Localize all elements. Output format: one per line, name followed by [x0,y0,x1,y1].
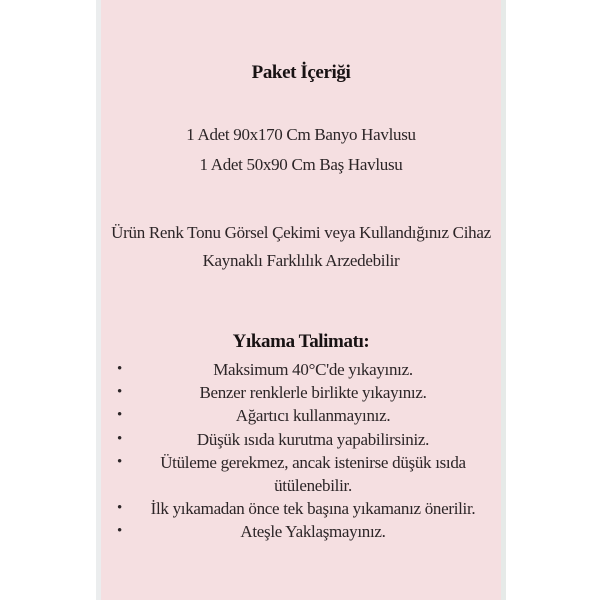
washing-instruction-item: • Ateşle Yaklaşmayınız. [133,520,493,543]
washing-instruction-item: • İlk yıkamadan önce tek başına yıkamanız önerilir. [133,497,493,520]
washing-instructions-title: Yıkama Talimatı: [232,331,370,352]
washing-instruction-item: • Ağartıcı kullanmayınız. [133,404,493,427]
package-item-bath-towel: 1 Adet 90x170 Cm Banyo Havlusu [186,125,416,144]
washing-instruction-item: • Düşük ısıda kurutma yapabilirsiniz. [133,428,493,451]
disclaimer-line: Kaynaklı Farklılık Arzedebilir [202,250,400,270]
washing-instruction-item: • Maksimum 40°C'de yıkayınız. [133,358,493,381]
color-disclaimer [101,219,501,274]
package-contents-title: Paket İçeriği [251,62,351,83]
package-item-head-towel: 1 Adet 50x90 Cm Baş Havlusu [199,155,403,174]
washing-instruction-item: • Benzer renklerle birlikte yıkayınız. [133,381,493,404]
washing-instruction-item: • Ütüleme gerekmez, ancak istenirse düşük ısıda ütülenebilir. [133,451,493,497]
washing-instructions-list [101,358,501,544]
disclaimer-line: Ürün Renk Tonu Görsel Çekimi veya Kullandığınız Cihaz [111,223,491,242]
info-panel [96,0,506,600]
